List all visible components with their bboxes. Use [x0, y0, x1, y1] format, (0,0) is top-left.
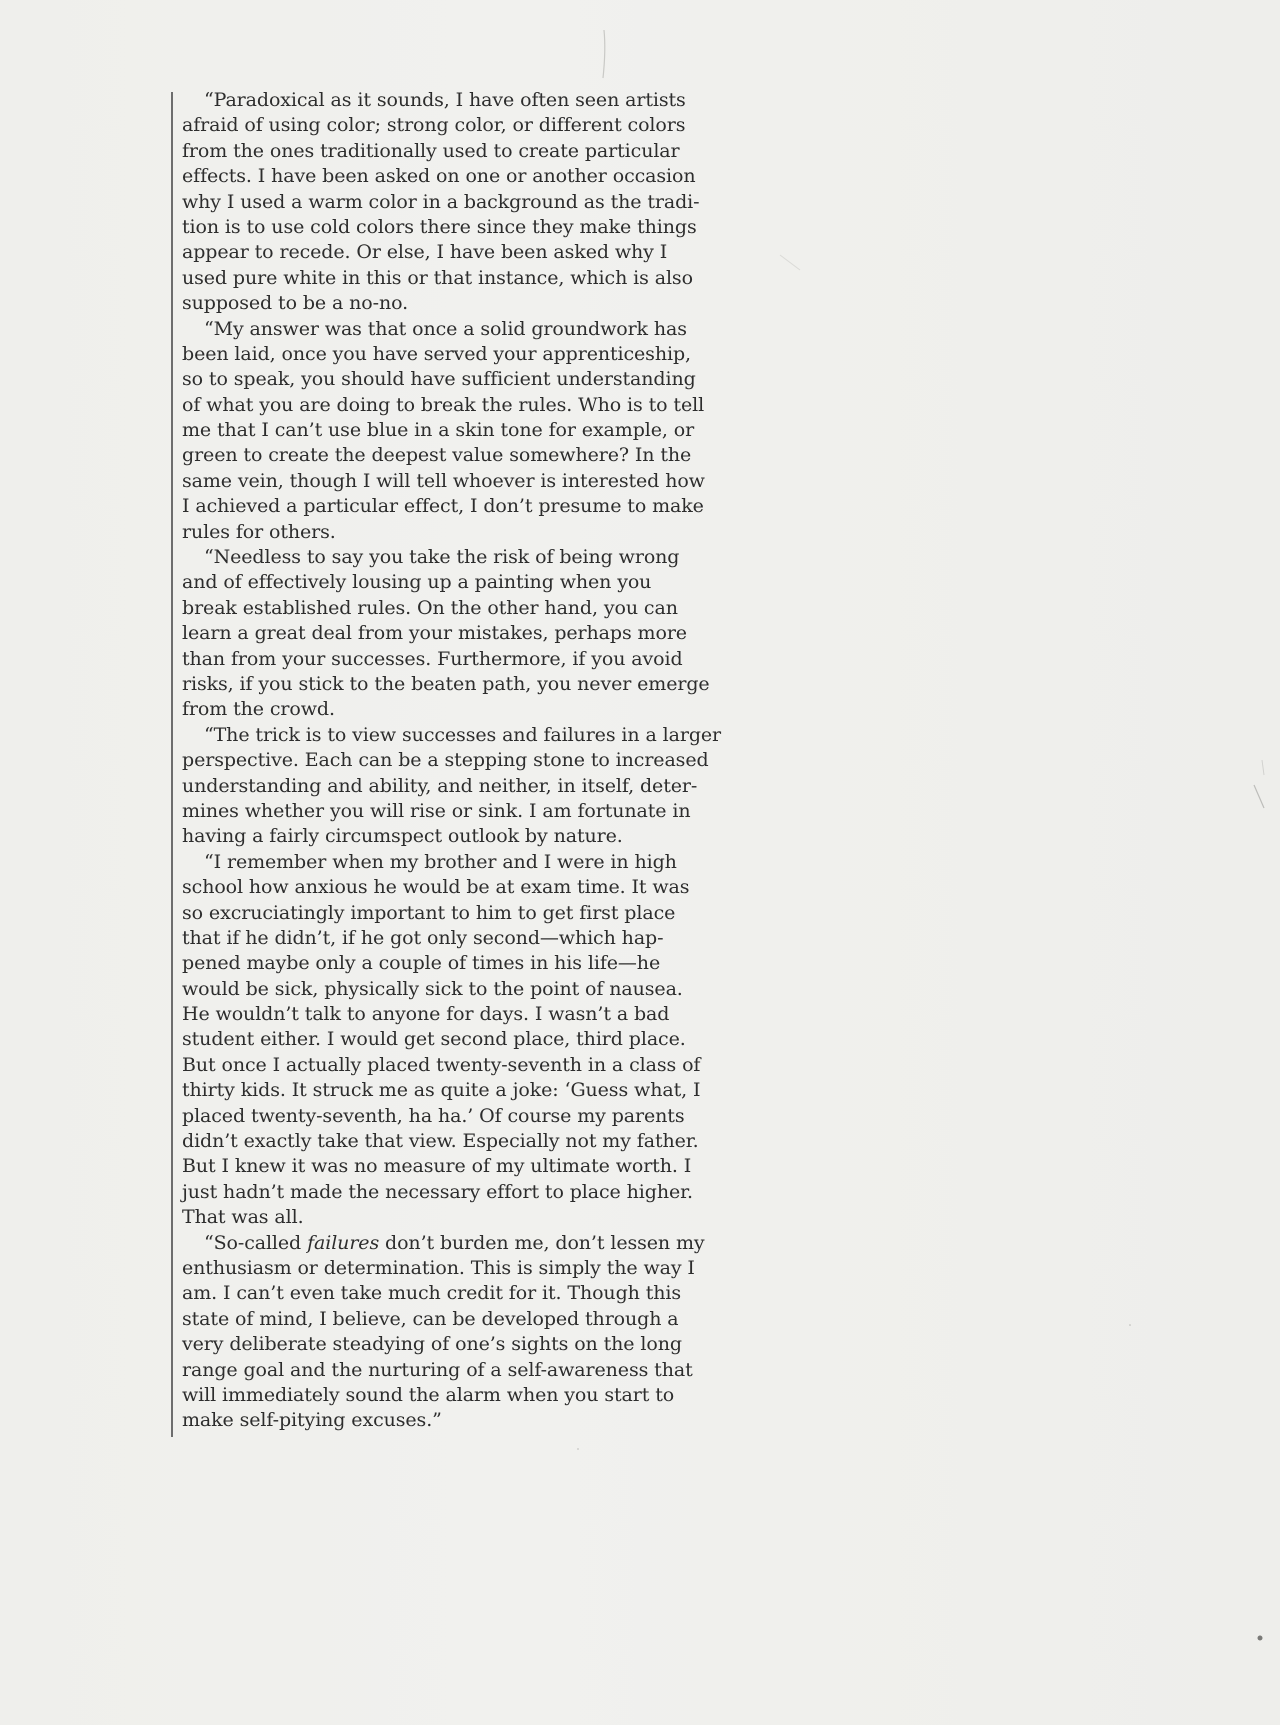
text-line: range goal and the nurturing of a self-awareness that	[182, 1358, 693, 1381]
text-line: learn a great deal from your mistakes, perhaps more	[182, 622, 687, 645]
text-line: from the ones traditionally used to create particular	[182, 139, 680, 162]
text-line: “Paradoxical as it sounds, I have often seen artists	[204, 89, 686, 111]
text-line: I achieved a particular effect, I don’t presume to make	[182, 495, 704, 518]
text-line: supposed to be a no-no.	[182, 292, 409, 315]
text-line: He wouldn’t talk to anyone for days. I wasn’t a bad	[182, 1003, 670, 1026]
text-line: same vein, though I will tell whoever is interested how	[182, 469, 705, 492]
text-line: “Needless to say you take the risk of being wrong	[204, 546, 680, 569]
text-line: “My answer was that once a solid groundwork has	[204, 317, 687, 340]
text-line: just hadn’t made the necessary effort to place higher.	[182, 1180, 693, 1203]
text-line: afraid of using color; strong color, or different colors	[182, 114, 686, 137]
text-line: break established rules. On the other hand, you can	[182, 596, 678, 619]
paragraph	[182, 88, 742, 317]
text-line: of what you are doing to break the rules. Who is to tell	[182, 393, 705, 416]
paragraph	[182, 850, 742, 1231]
text-line: school how anxious he would be at exam time. It was	[182, 876, 690, 899]
text-line: But I knew it was no measure of my ultimate worth. I	[182, 1155, 692, 1178]
text-line: why I used a warm color in a background as the tradi-	[182, 190, 700, 213]
text-line: perspective. Each can be a stepping stone to increased	[182, 749, 709, 772]
text-line: and of effectively lousing up a painting when you	[182, 571, 652, 594]
text-line: used pure white in this or that instance, which is also	[182, 266, 693, 289]
text-line: having a fairly circumspect outlook by nature.	[182, 825, 623, 848]
paragraph	[182, 723, 742, 850]
text-line: placed twenty-seventh, ha ha.’ Of course my parents	[182, 1104, 685, 1127]
text-line: “So-called failures don’t burden me, don’t lessen my	[204, 1231, 705, 1254]
text-line: am. I can’t even take much credit for it. Though this	[182, 1282, 682, 1305]
emphasis-text: failures	[307, 1231, 380, 1254]
text-line: mines whether you will rise or sink. I am fortunate in	[182, 799, 691, 822]
paragraph	[182, 1231, 742, 1434]
text-line: would be sick, physically sick to the point of nausea.	[182, 977, 683, 1000]
text-line: me that I can’t use blue in a skin tone for example, or	[182, 419, 695, 442]
text-line: very deliberate steadying of one’s sights on the long	[182, 1333, 682, 1356]
paragraph	[182, 545, 742, 723]
text-line: than from your successes. Furthermore, if you avoid	[182, 647, 683, 670]
text-line: enthusiasm or determination. This is simply the way I	[182, 1256, 695, 1279]
text-line: state of mind, I believe, can be developed through a	[182, 1307, 679, 1330]
text-line: didn’t exactly take that view. Especially not my father.	[182, 1130, 699, 1153]
text-line: “I remember when my brother and I were in high	[204, 850, 677, 873]
text-line: “The trick is to view successes and failures in a larger	[204, 723, 722, 746]
text-line: make self-pitying excuses.”	[182, 1409, 442, 1432]
margin-rule	[171, 92, 173, 1437]
text-line: that if he didn’t, if he got only second—which hap-	[182, 926, 664, 949]
text-line: effects. I have been asked on one or another occasion	[182, 165, 696, 188]
paragraph	[182, 317, 742, 546]
text-line: will immediately sound the alarm when you start to	[182, 1383, 675, 1406]
text-line: pened maybe only a couple of times in his life—he	[182, 952, 661, 975]
text-line: so to speak, you should have sufficient understanding	[182, 368, 696, 391]
text-line: But once I actually placed twenty-seventh in a class of	[182, 1053, 701, 1076]
text-line: from the crowd.	[182, 698, 335, 721]
text-line: That was all.	[182, 1206, 304, 1229]
text-line: so excruciatingly important to him to get first place	[182, 901, 676, 924]
text-line: rules for others.	[182, 520, 336, 543]
text-line: understanding and ability, and neither, in itself, deter-	[182, 774, 698, 797]
text-line: appear to recede. Or else, I have been asked why I	[182, 241, 668, 264]
text-line: student either. I would get second place, third place.	[182, 1028, 686, 1051]
text-column	[182, 88, 742, 1434]
text-line: been laid, once you have served your apprenticeship,	[182, 342, 691, 365]
text-line: risks, if you stick to the beaten path, you never emerge	[182, 672, 710, 695]
text-line: thirty kids. It struck me as quite a joke: ‘Guess what, I	[182, 1079, 701, 1102]
text-line: green to create the deepest value somewhere? In the	[182, 444, 692, 467]
text-line: tion is to use cold colors there since they make things	[182, 215, 697, 238]
